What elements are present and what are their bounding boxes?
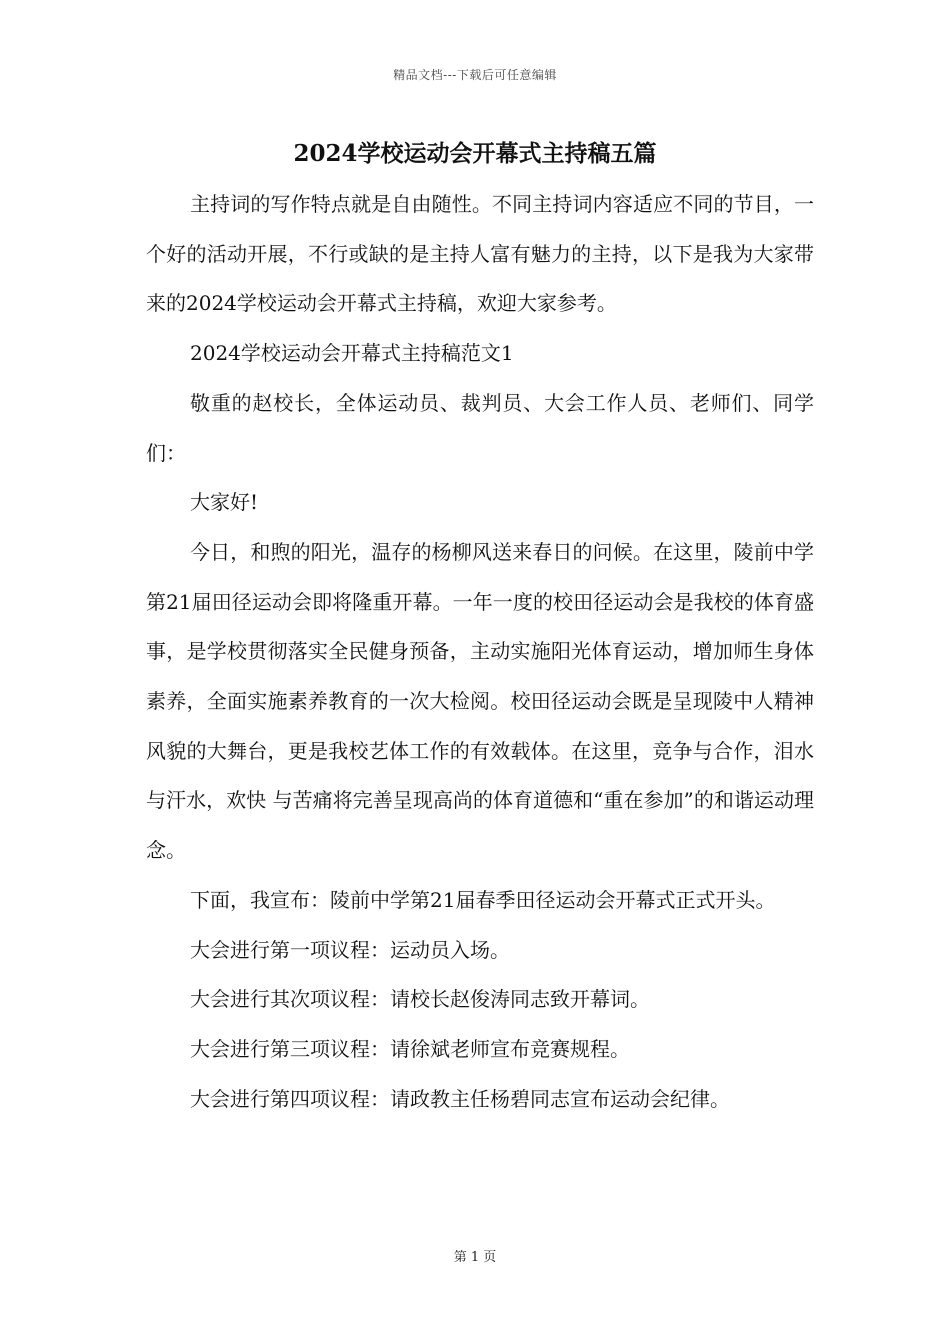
paragraph-announcement: 下面，我宣布：陵前中学第21届春季田径运动会开幕式正式开头。 xyxy=(190,887,776,912)
document-title: 2024学校运动会开幕式主持稿五篇 xyxy=(293,140,657,167)
paragraph-sample-heading: 2024学校运动会开幕式主持稿范文1 xyxy=(190,341,514,366)
document-body xyxy=(146,180,814,1124)
paragraph-agenda-3: 大会进行第三项议程：请徐斌老师宣布竞赛规程。 xyxy=(190,1036,630,1061)
page-number: 第 1 页 xyxy=(453,1250,497,1265)
paragraph-agenda-2: 大会进行其次项议程：请校长赵俊涛同志致开幕词。 xyxy=(190,987,650,1012)
paragraph-agenda-4: 大会进行第四项议程：请政教主任杨碧同志宣布运动会纪律。 xyxy=(190,1086,730,1111)
paragraph-greeting: 大家好! xyxy=(190,490,259,515)
paragraph-salutation: 敬重的赵校长，全体运动员、裁判员、大会工作人员、老师们、同学们： xyxy=(146,390,814,465)
paragraph-agenda-1: 大会进行第一项议程：运动员入场。 xyxy=(190,937,510,962)
paragraph-opening-speech: 今日，和煦的阳光，温存的杨柳风送来春日的问候。在这里，陵前中学第21届田径运动会即将隆重开幕。一年一度的校田径运动会是我校的体育盛事，是学校贯彻落实全民健身预备，主动实施阳光体育运动，增加师生身体素养，全面实施素养教育的一次大检阅。校田径运动会既是呈现陵中人精神风貌的大舞台，更是我校艺体工作的有效载体。在这里，竞争与合作，泪水与汗水，欢快 与苦痛将完善呈现高尚的体育道德和“重在参加”的和谐运动理念。 xyxy=(146,539,814,863)
paragraph-intro: 主持词的写作特点就是自由随性。不同主持词内容适应不同的节目，一个好的活动开展，不行或缺的是主持人富有魅力的主持，以下是我为大家带来的2024学校运动会开幕式主持稿，欢迎大家参考。 xyxy=(146,192,814,316)
document-header-note: 精品文档---下载后可任意编辑 xyxy=(393,68,557,82)
